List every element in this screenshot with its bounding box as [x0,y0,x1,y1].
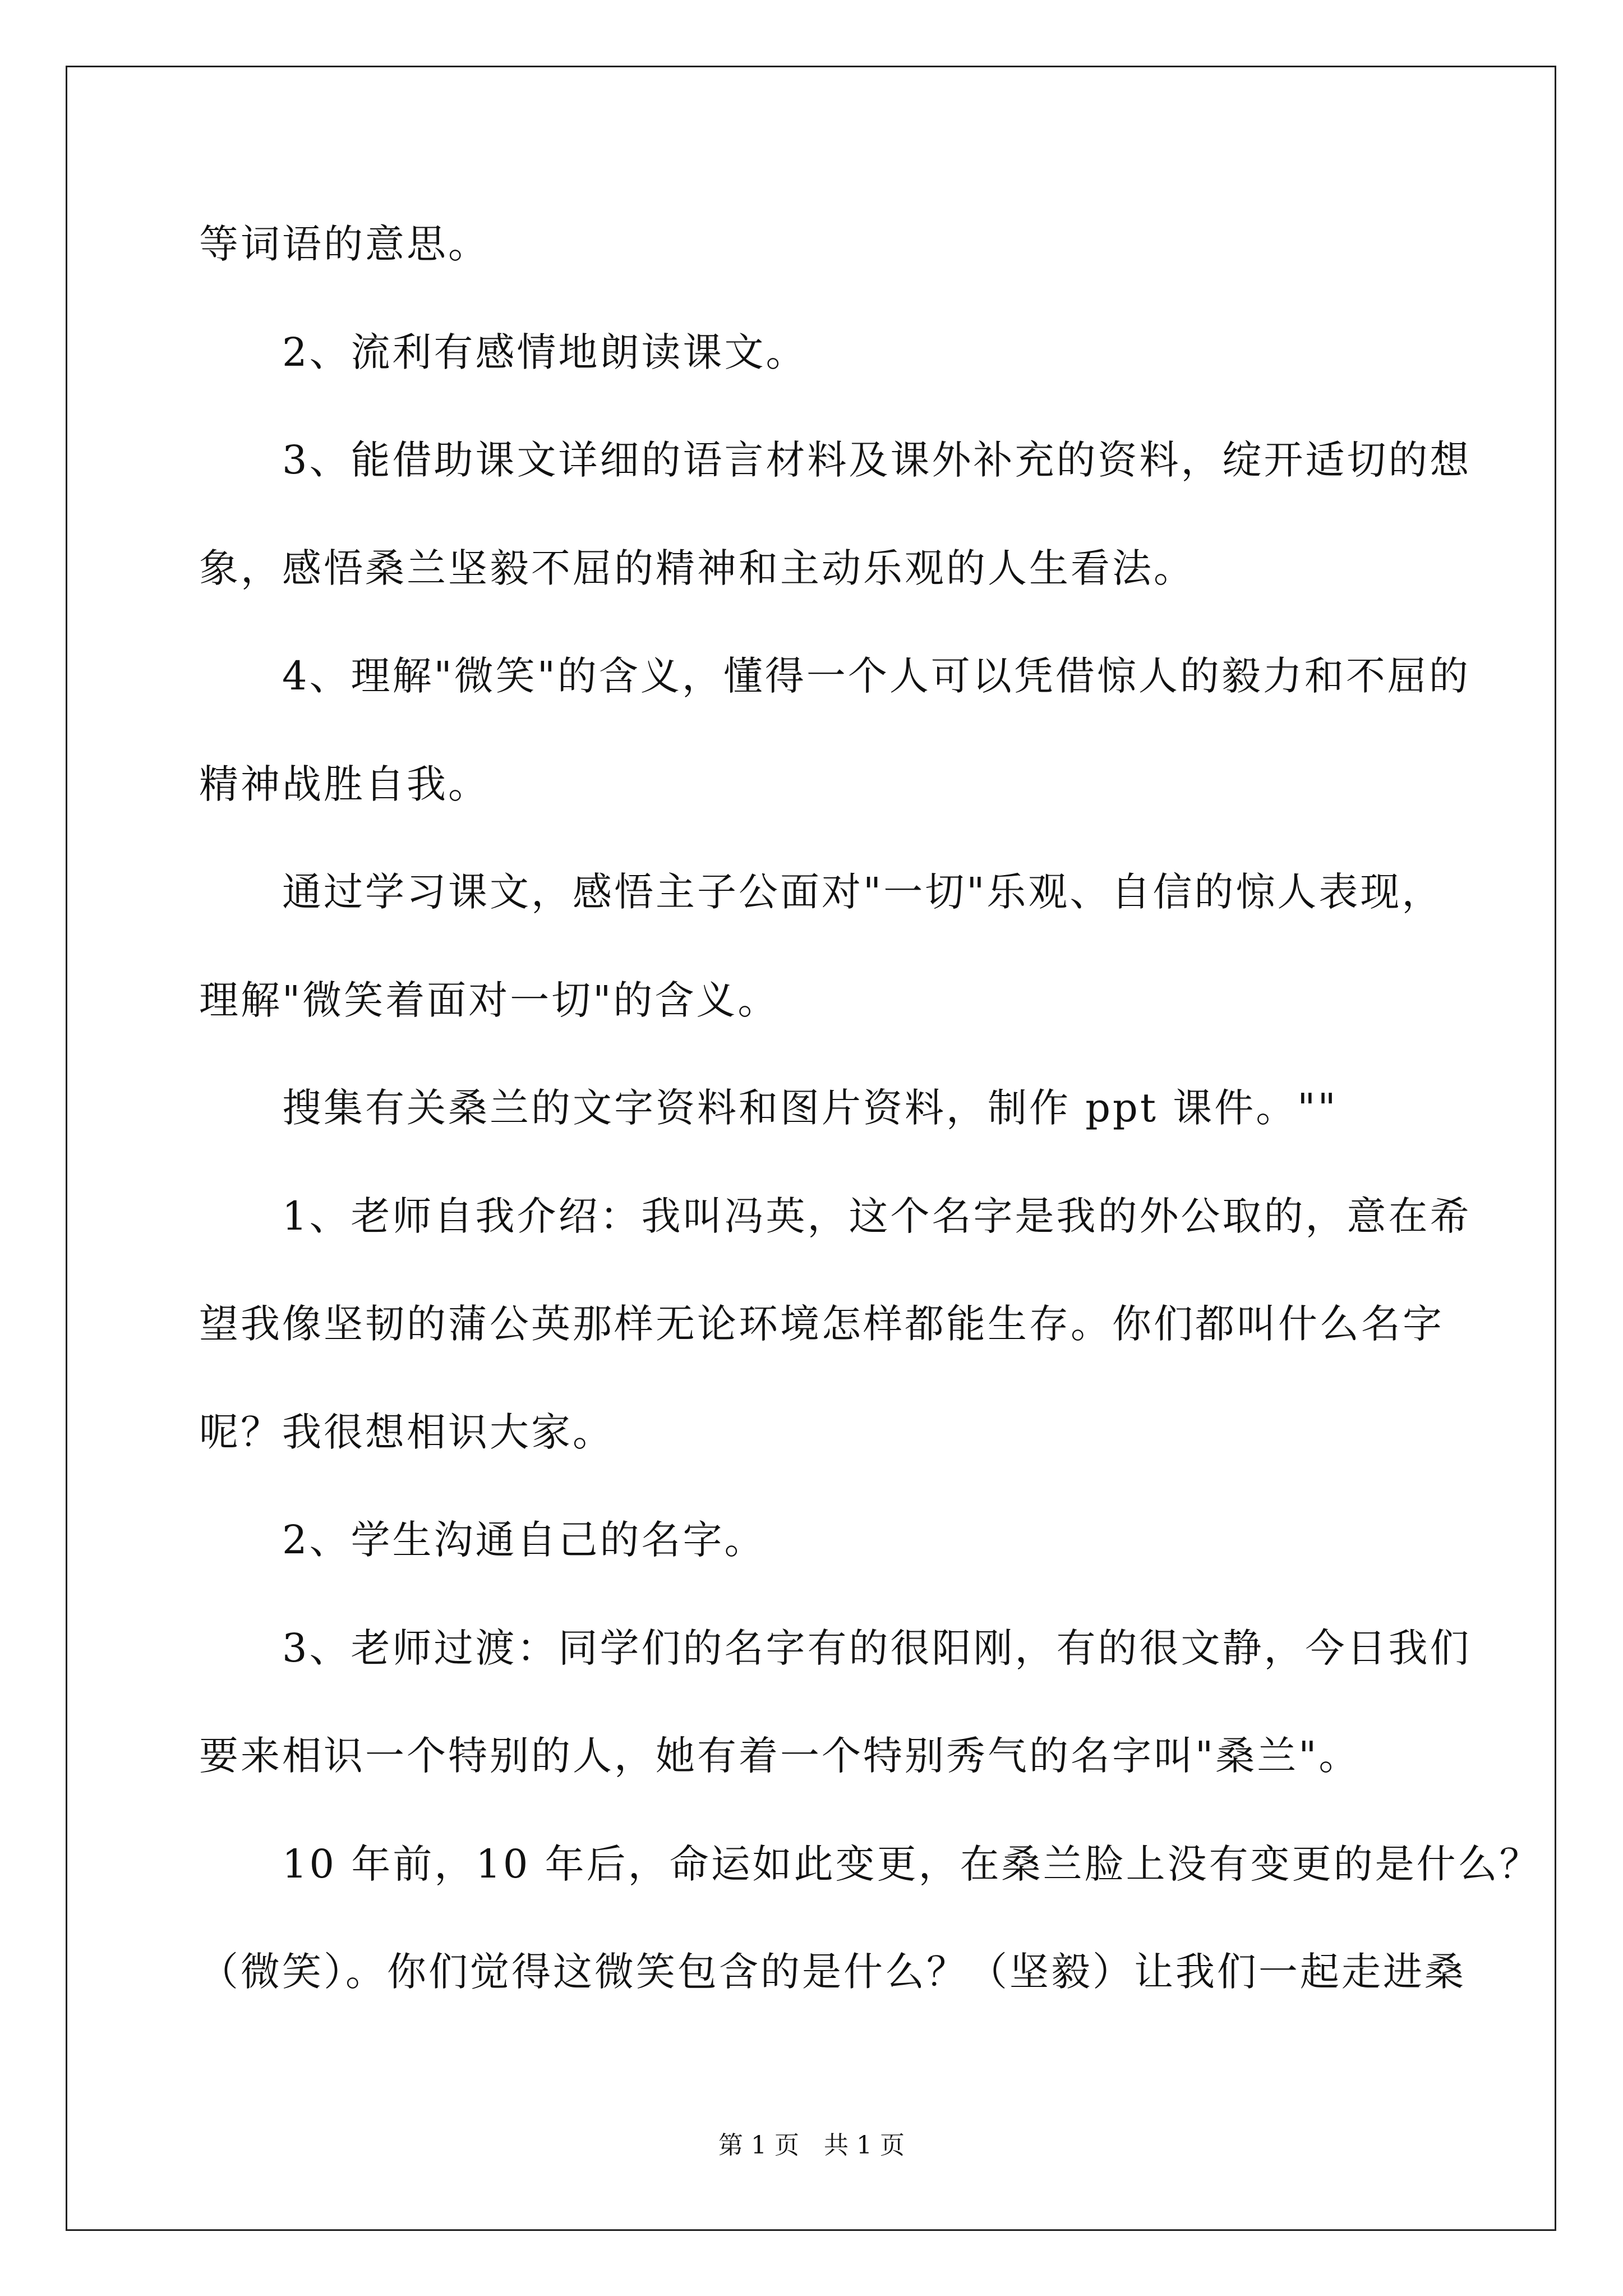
text-line: （微笑）。你们觉得这微笑包含的是什么？（坚毅）让我们一起走进桑 [199,1949,1466,1995]
text-line: 搜集有关桑兰的文字资料和图片资料，制作 ppt 课件。"" [199,1085,1338,1131]
text-line: 等词语的意思。 [199,221,490,267]
text-line: 3、老师过渡：同学们的名字有的很阳刚，有的很文静，今日我们 [199,1625,1472,1671]
text-line: 通过学习课文，感悟主子公面对"一切"乐观、自信的惊人表现， [199,869,1444,915]
text-line: 2、流利有感情地朗读课文。 [199,329,808,375]
text-line: 要来相识一个特别的人，她有着一个特别秀气的名字叫"桑兰"。 [199,1733,1361,1779]
text-line: 呢？我很想相识大家。 [199,1409,614,1455]
text-line: 1、老师自我介绍：我叫冯英，这个名字是我的外公取的，意在希 [199,1193,1472,1239]
text-line: 精神战胜自我。 [199,761,490,807]
page-footer: 第 1 页 共 1 页 [718,2131,905,2160]
page-border [66,66,1556,2231]
text-line: 象，感悟桑兰坚毅不屈的精神和主动乐观的人生看法。 [199,545,1195,591]
text-line: 4、理解"微笑"的含义，懂得一个人可以凭借惊人的毅力和不屈的 [199,653,1470,699]
text-line: 理解"微笑着面对一切"的含义。 [199,977,780,1023]
text-line: 2、学生沟通自己的名字。 [199,1517,766,1563]
text-line: 望我像坚韧的蒲公英那样无论环境怎样都能生存。你们都叫什么名字 [199,1301,1444,1347]
text-line: 10 年前，10 年后，命运如此变更，在桑兰脸上没有变更的是什么？ [199,1841,1541,1887]
text-line: 3、能借助课文详细的语言材料及课外补充的资料，绽开适切的想 [199,437,1472,483]
